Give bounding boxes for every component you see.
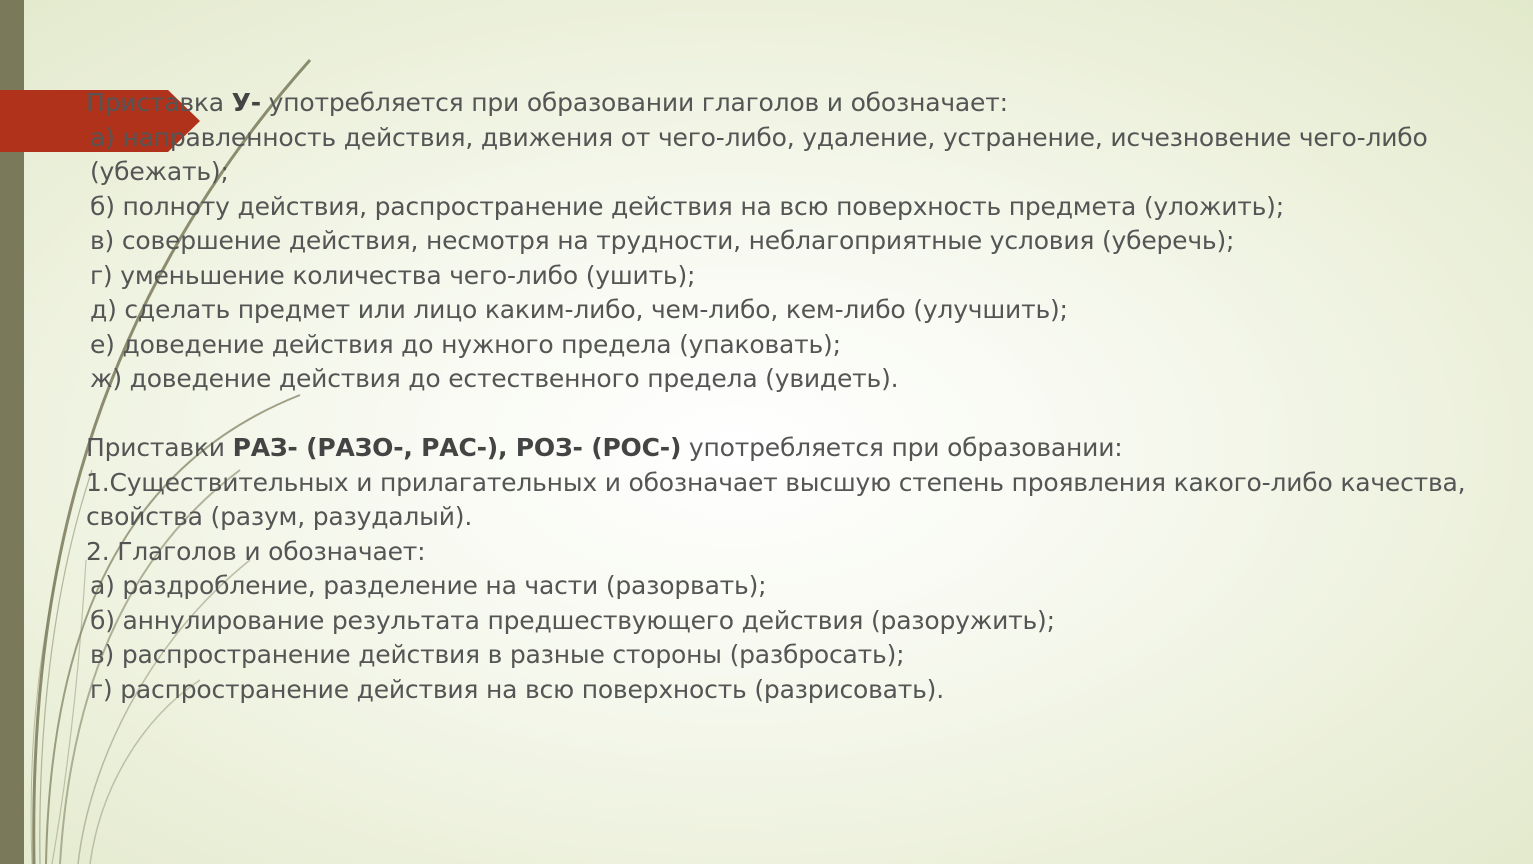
intro-text-before: Приставка — [86, 88, 232, 117]
list-item: а) направленность действия, движения от чего-либо, удаление, устранение, исчезновение чего-либо (убежать); — [90, 122, 1428, 186]
point-2: 2. Глаголов и обозначает: — [86, 536, 426, 566]
intro-text-after: употребляется при образовании глаголов и обозначает: — [260, 88, 1008, 117]
list-item: г) уменьшение количества чего-либо (ушить); — [90, 260, 696, 290]
section2-intro — [86, 431, 1506, 466]
prefix-u: У- — [231, 88, 261, 117]
list-item: в) совершение действия, несмотря на трудности, неблагоприятные условия (уберечь); — [90, 226, 1235, 255]
prefix-raz: РАЗ- (РАЗО-, РАС-), РОЗ- (РОС-) — [232, 433, 682, 462]
list-item: г) распространение действия на всю поверхность (разрисовать). — [90, 674, 944, 704]
point-1: 1.Существительных и прилагательных и обозначает высшую степень проявления какого-либо качества, свойства (разум, разудалый). — [86, 467, 1466, 531]
list-item: ж) доведение действия до естественного предела (увидеть). — [90, 364, 899, 393]
list-item: б) полноту действия, распространение действия на всю поверхность предмета (уложить); — [90, 191, 1284, 221]
intro-text-before: Приставки — [86, 433, 233, 462]
section1-intro — [86, 86, 1506, 121]
list-item: д) сделать предмет или лицо каким-либо, чем-либо, кем-либо (улучшить); — [90, 295, 1068, 324]
list-item: б) аннулирование результата предшествующего действия (разоружить); — [90, 605, 1055, 635]
intro-text-after: употребляется при образовании: — [681, 433, 1123, 462]
section-spacer — [86, 397, 1506, 432]
list-item: в) распространение действия в разные стороны (разбросать); — [90, 640, 905, 669]
list-item: е) доведение действия до нужного предела (упаковать); — [90, 329, 841, 359]
list-item: а) раздробление, разделение на части (разорвать); — [90, 571, 767, 600]
slide-content — [86, 86, 1506, 707]
